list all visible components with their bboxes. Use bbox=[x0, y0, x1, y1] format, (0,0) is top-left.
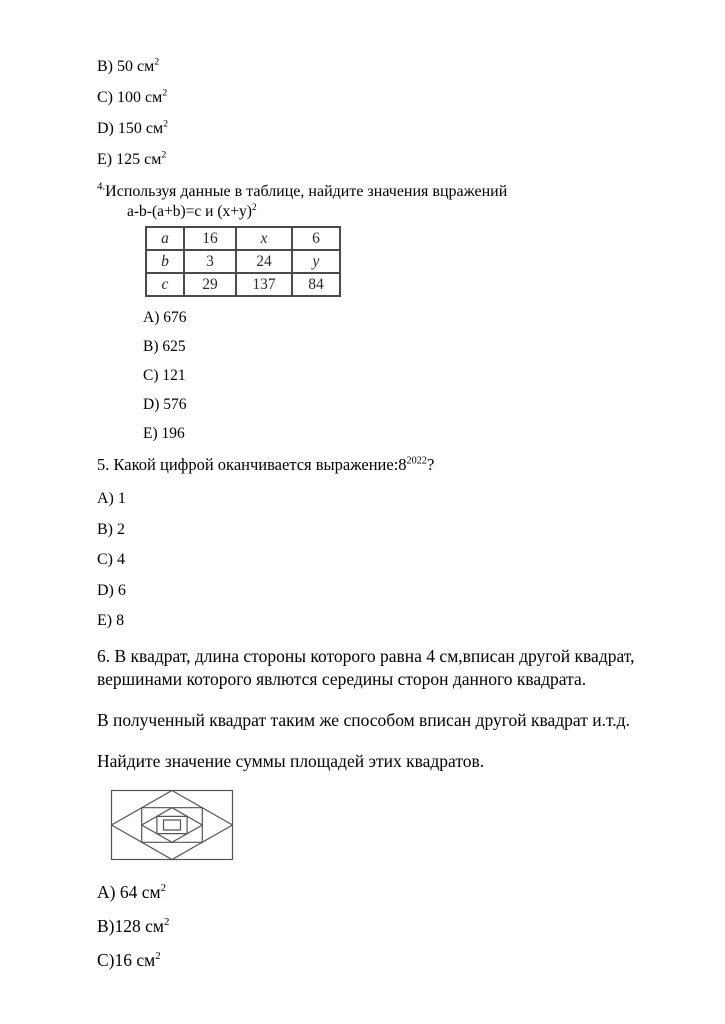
nested-squares-figure bbox=[110, 789, 665, 861]
table-cell: 84 bbox=[292, 273, 340, 296]
answer-option bbox=[97, 915, 665, 937]
superscript: 2 bbox=[161, 149, 167, 161]
answer-option: B) 625 bbox=[143, 338, 186, 355]
superscript: 2 bbox=[163, 118, 169, 130]
answer-option: C) 4 bbox=[97, 551, 125, 568]
table-cell: 24 bbox=[236, 250, 292, 273]
answer-option: E) 8 bbox=[97, 612, 125, 629]
question-4-formula bbox=[127, 203, 665, 221]
answer-option bbox=[97, 881, 665, 903]
nested-squares-svg bbox=[110, 789, 234, 861]
answer-option: A) 1 bbox=[97, 490, 126, 507]
question-number-superscript: 4. bbox=[97, 180, 106, 193]
table-cell: 6 bbox=[292, 227, 340, 250]
question-4-text: Используя данные в таблице, найдите значения вцражений bbox=[105, 183, 508, 200]
table-cell: y bbox=[292, 250, 340, 273]
table-cell: 16 bbox=[184, 227, 236, 250]
values-table bbox=[145, 226, 341, 297]
table-row bbox=[146, 250, 340, 273]
table-row bbox=[146, 227, 340, 250]
table-cell: 29 bbox=[184, 273, 236, 296]
question-4-title bbox=[97, 182, 665, 201]
answer-option bbox=[97, 89, 665, 107]
table-cell: x bbox=[236, 227, 292, 250]
table-cell: a bbox=[146, 227, 184, 250]
values-table-container bbox=[145, 226, 665, 297]
answer-option-text: B) 50 см bbox=[97, 58, 155, 75]
table-cell: c bbox=[146, 273, 184, 296]
question-6-paragraph-2: В полученный квадрат таким же способом вписан другой квадрат и.т.д. bbox=[97, 710, 630, 730]
superscript: 2 bbox=[155, 950, 161, 963]
question-5-text: 5. Какой цифрой оканчивается выражение:8 bbox=[97, 455, 407, 474]
answer-option: E) 196 bbox=[143, 425, 185, 442]
answer-option-text: C) 100 см bbox=[97, 89, 163, 106]
superscript: 2 bbox=[163, 916, 170, 929]
table-cell: b bbox=[146, 250, 184, 273]
answer-option bbox=[97, 949, 665, 971]
question-6-options bbox=[97, 881, 665, 971]
answer-option: B) 2 bbox=[97, 520, 125, 538]
answer-option-text: E) 125 см bbox=[97, 151, 162, 168]
question-5-title bbox=[97, 455, 665, 475]
question-4-options bbox=[143, 309, 665, 443]
superscript: 2 bbox=[160, 882, 166, 895]
answer-option-text: A) 64 см bbox=[97, 882, 161, 902]
answer-option bbox=[97, 58, 665, 76]
superscript: 2 bbox=[154, 56, 160, 68]
exponent-superscript: 2022 bbox=[406, 455, 427, 467]
answer-option bbox=[97, 120, 665, 138]
answer-option: D) 6 bbox=[97, 581, 126, 599]
answer-option-text: B)128 см bbox=[97, 916, 164, 936]
question-5-text-after: ? bbox=[426, 455, 435, 474]
answer-option: C) 121 bbox=[143, 367, 186, 384]
superscript: 2 bbox=[162, 87, 168, 99]
table-row bbox=[146, 273, 340, 296]
answer-option-text: D) 150 см bbox=[97, 120, 164, 137]
question-6-paragraph-1: 6. В квадрат, длина стороны которого равна 4 см,вписан другой квадрат, вершинами которого явлются середины сторон данного квадрата. bbox=[97, 646, 635, 689]
answer-option: A) 676 bbox=[143, 309, 187, 326]
table-cell: 3 bbox=[184, 250, 236, 273]
question-5-options bbox=[97, 490, 665, 630]
formula-superscript: 2 bbox=[251, 201, 257, 213]
table-cell: 137 bbox=[236, 273, 292, 296]
answer-option bbox=[97, 151, 665, 169]
formula-text: a-b-(a+b)=c и (x+y) bbox=[127, 203, 252, 220]
answer-option-text: C)16 см bbox=[97, 950, 156, 970]
answer-option: D) 576 bbox=[143, 396, 187, 413]
question-6-paragraph-3: Найдите значение суммы площадей этих квадратов. bbox=[97, 751, 485, 771]
